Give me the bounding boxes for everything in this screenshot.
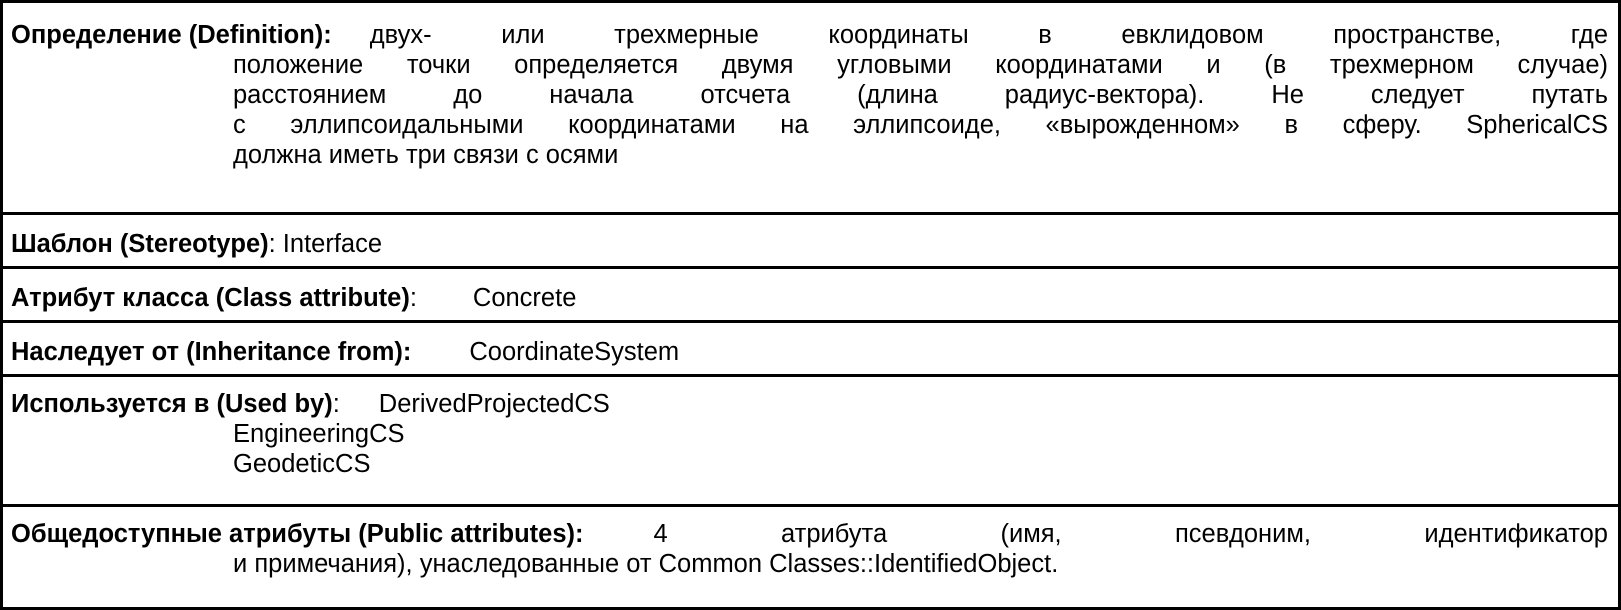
definition-line-1: двух- или трехмерные координаты в евклидовом пространстве, где	[369, 21, 1608, 49]
public-attributes-label: Общедоступные атрибуты (Public attributes):	[11, 520, 584, 548]
used-by-item-3: GeodeticCS	[233, 450, 371, 478]
used-by-sep: :	[332, 390, 340, 418]
definition-line-5: должна иметь три связи с осями	[233, 141, 619, 169]
inheritance-label: Наследует от (Inheritance from):	[11, 338, 412, 366]
public-attributes-line-1: 4 атрибута (имя, псевдоним, идентификатор	[653, 520, 1608, 548]
definition-label: Определение (Definition):	[11, 21, 332, 49]
inheritance-row	[3, 320, 1618, 374]
definition-line-4: с эллипсоидальными координатами на эллипсоиде, «вырожденном» в сферу. SphericalCS	[233, 111, 1608, 139]
used-by-row	[3, 374, 1618, 504]
inheritance-value: CoordinateSystem	[469, 338, 680, 366]
definition-row	[3, 3, 1618, 212]
class-attribute-row	[3, 266, 1618, 320]
public-attributes-row	[3, 504, 1618, 607]
stereotype-row	[3, 212, 1618, 266]
stereotype-label: Шаблон (Stereotype)	[11, 230, 269, 258]
used-by-label: Используется в (Used by)	[11, 390, 333, 418]
class-attribute-label: Атрибут класса (Class attribute)	[11, 284, 410, 312]
definition-line-2: положение точки определяется двумя угловыми координатами и (в трехмерном случае)	[233, 51, 1608, 79]
definition-line-3: расстоянием до начала отсчета (длина радиус-вектора). Не следует путать	[233, 81, 1608, 109]
used-by-item-1: DerivedProjectedCS	[378, 390, 610, 418]
class-attribute-sep: :	[409, 284, 417, 312]
class-attribute-value: Concrete	[472, 284, 577, 312]
public-attributes-line-2: и примечания), унаследованные от Common Classes::IdentifiedObject.	[233, 550, 1059, 578]
used-by-item-2: EngineeringCS	[233, 420, 405, 448]
stereotype-value: : Interface	[268, 230, 383, 258]
